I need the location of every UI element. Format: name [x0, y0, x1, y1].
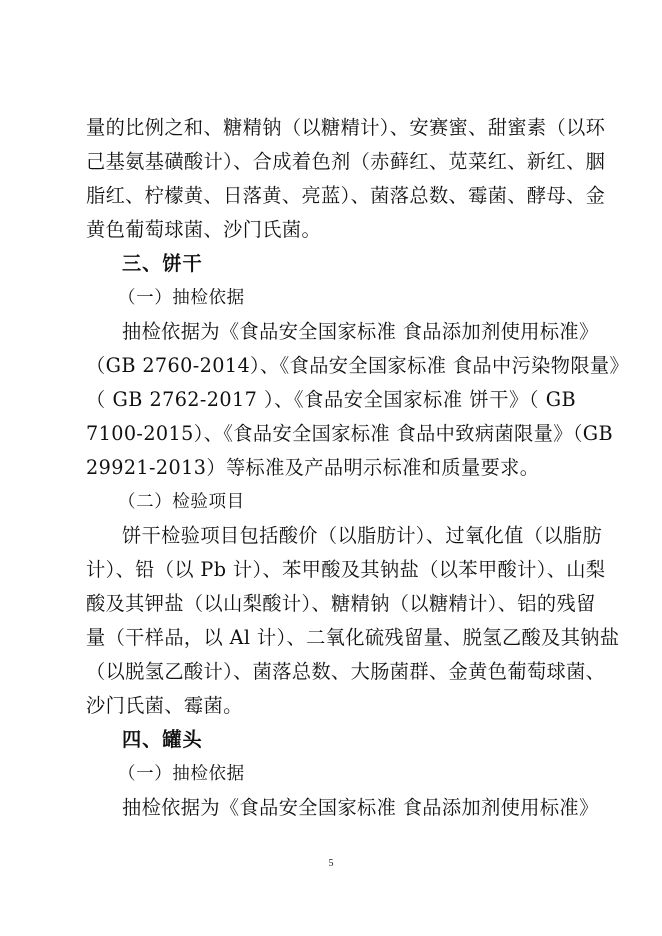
page-number: 5 [328, 858, 334, 869]
body-text-line: 黄色葡萄球菌、沙门氏菌。 [86, 218, 322, 241]
body-text-line: 7100-2015）、《食品安全国家标准 食品中致病菌限量》（GB [86, 422, 614, 445]
section-heading-biscuits: 三、饼干 [122, 252, 203, 275]
subheading-test-items: （二）检验项目 [118, 492, 245, 512]
body-text-line: 抽检依据为《食品安全国家标准 食品添加剂使用标准》 [122, 320, 599, 343]
section-heading-canned-food: 四、罐头 [122, 728, 203, 751]
subheading-sampling-basis: （一）抽检依据 [118, 288, 245, 308]
body-text-line: 己基氨基磺酸计）、合成着色剂（赤藓红、苋菜红、新红、胭 [86, 150, 606, 173]
body-text-line: 抽检依据为《食品安全国家标准 食品添加剂使用标准》 [122, 796, 599, 819]
body-text-line: （ GB 2762-2017 ）、《食品安全国家标准 饼干》（ GB [86, 388, 576, 411]
body-text-line: （GB 2760-2014）、《食品安全国家标准 食品中污染物限量》 [86, 354, 630, 377]
subheading-sampling-basis: （一）抽检依据 [118, 764, 245, 784]
body-text-line: 29921-2013）等标准及产品明示标准和质量要求。 [86, 456, 540, 479]
body-text-line: 量的比例之和、糖精钠（以糖精计）、安赛蜜、甜蜜素（以环 [86, 116, 606, 139]
body-text-line: 量（干样品，以 Al 计）、二氧化硫残留量、脱氢乙酸及其钠盐 [86, 626, 620, 649]
body-text-line: 脂红、柠檬黄、日落黄、亮蓝）、菌落总数、霉菌、酵母、金 [86, 184, 606, 207]
body-text-line: 计）、铅（以 Pb 计）、苯甲酸及其钠盐（以苯甲酸计）、山梨 [86, 558, 606, 581]
body-text-line: （以脱氢乙酸计）、菌落总数、大肠菌群、金黄色葡萄球菌、 [86, 660, 606, 683]
body-text-line: 沙门氏菌、霉菌。 [86, 694, 243, 717]
body-text-line: 酸及其钾盐（以山梨酸计）、糖精钠（以糖精计）、铝的残留 [86, 592, 596, 615]
body-text-line: 饼干检验项目包括酸价（以脂肪计）、过氧化值（以脂肪 [122, 524, 603, 547]
